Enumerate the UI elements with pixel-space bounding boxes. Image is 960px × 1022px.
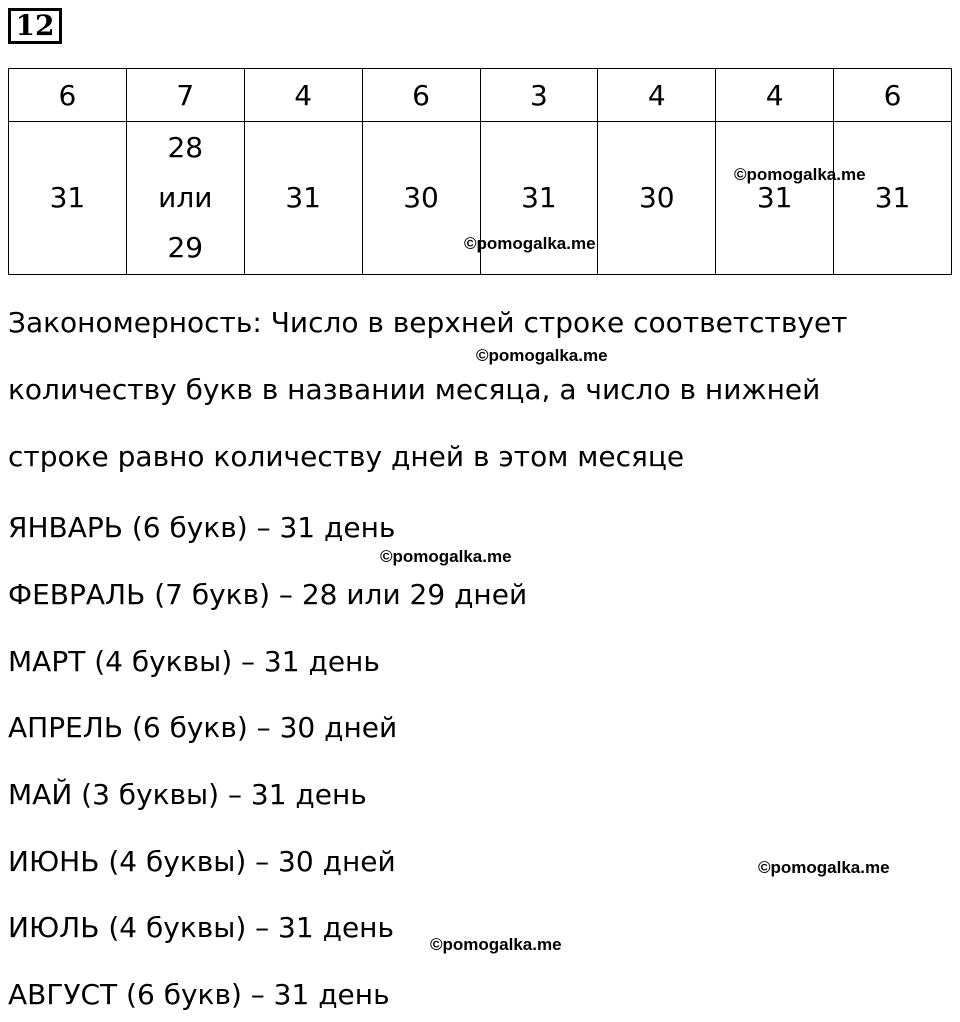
watermark: ©pomogalka.me [476,346,608,365]
table-cell: 31 [480,122,598,275]
month-line: МАЙ (3 буквы) – 31 день [8,778,367,811]
table-cell: 6 [362,69,480,122]
table-cell: 3 [480,69,598,122]
cell-line: 28 [167,131,204,164]
table-cell: 4 [244,69,362,122]
cell-line: 29 [167,231,204,264]
watermark: ©pomogalka.me [734,165,866,184]
table-cell: 31 [9,122,127,275]
month-line: ИЮЛЬ (4 буквы) – 31 день [8,911,394,944]
table-cell: 7 [126,69,244,122]
month-line: ИЮНЬ (4 буквы) – 30 дней [8,845,396,878]
table-cell: 4 [716,69,834,122]
month-line: АВГУСТ (6 букв) – 31 день [8,978,390,1011]
table-cell: 31 [244,122,362,275]
pattern-line: Закономерность: Число в верхней строке соответствует [8,306,848,339]
month-line: АПРЕЛЬ (6 букв) – 30 дней [8,711,398,744]
pattern-line: строке равно количеству дней в этом месяце [8,440,685,473]
table-cell: 30 [598,122,716,275]
table-cell: 6 [9,69,127,122]
watermark: ©pomogalka.me [758,858,890,877]
watermark: ©pomogalka.me [430,935,562,954]
letters-count-row [9,69,952,122]
watermark: ©pomogalka.me [380,547,512,566]
watermark: ©pomogalka.me [464,234,596,253]
table-cell: 31 [716,122,834,275]
table-cell: 6 [834,69,952,122]
month-line: ФЕВРАЛЬ (7 букв) – 28 или 29 дней [8,578,528,611]
cell-line: или [158,181,213,214]
pattern-line: количеству букв в названии месяца, а число в нижней [8,373,821,406]
month-line: МАРТ (4 буквы) – 31 день [8,645,380,678]
table-cell [126,122,244,275]
task-number: 12 [8,8,62,44]
table-cell: 4 [598,69,716,122]
table-cell: 31 [834,122,952,275]
month-line: ЯНВАРЬ (6 букв) – 31 день [8,511,396,544]
table-cell: 30 [362,122,480,275]
